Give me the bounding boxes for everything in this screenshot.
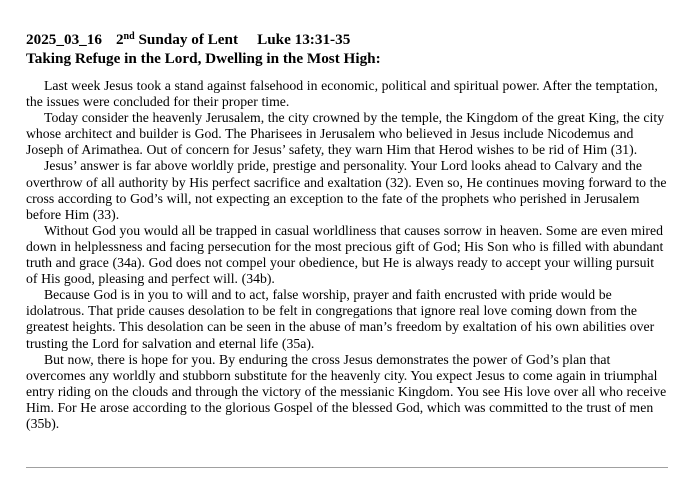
sermon-date: 2025_03_16 (26, 31, 102, 48)
sermon-body (26, 78, 668, 432)
sermon-title: Taking Refuge in the Lord, Dwelling in the Most High: (26, 49, 381, 67)
sunday-ordinal-suffix: nd (123, 31, 135, 42)
paragraph: Without God you would all be trapped in casual worldliness that causes sorrow in heaven. Some are even mired down in helplessness and facing persecution for the most precious gift of God; His Son who is filled with abundant truth and grace (34a). God does not compel your obedience, but He is always ready to accept your willing pursuit of His good, pleasing and perfect will. (34b). (26, 222, 664, 287)
paragraph: Jesus’ answer is far above worldly pride, prestige and personality. Your Lord looks ahead to Calvary and the overthrow of all authority by His perfect sacrifice and exaltation (32). Even so, He continues moving forward to the cross according to God’s will, not expecting an exception to the fate of the prophets who perished in Jerusalem before Him (33). (26, 158, 667, 222)
scripture-reference: Luke 13:31-35 (257, 31, 351, 48)
paragraph: Last week Jesus took a stand against falsehood in economic, political and spiritual power. After the temptation, the issues were concluded for their proper time. (26, 78, 658, 110)
footer-divider (26, 467, 668, 468)
document-page (26, 31, 668, 432)
sunday-name: Sunday of Lent (138, 31, 239, 48)
paragraph: But now, there is hope for you. By enduring the cross Jesus demonstrates the power of God’s plan that overcomes any worldly and stubborn substitute for the heavenly city. You expect Jesus to come again in triumphal entry riding on the clouds and through the victory of the messianic Kingdom. You see His love over all who receive Him. For He arose according to the glorious Gospel of the blessed God, which was committed to the trust of men (35b). (26, 351, 667, 431)
header-line (26, 31, 668, 50)
paragraph: Because God is in you to will and to act, false worship, prayer and faith encrusted with pride would be idolatrous. That pride causes desolation to be felt in congregations that ignore real love coming down from the greatest heights. This desolation can be seen in the abuse of man’s freedom by exaltation of his own abilities over trusting the Lord for salvation and eternal life (35a). (26, 287, 655, 351)
paragraph: Today consider the heavenly Jerusalem, the city crowned by the temple, the Kingdom of the great King, the city whose architect and builder is God. The Pharisees in Jerusalem who believed in Jesus include Nicodemus and Joseph of Arimathea. Out of concern for Jesus’ safety, they warn Him that Herod wishes to be rid of Him (31). (26, 110, 665, 158)
sunday-ordinal: 2 (115, 31, 124, 48)
